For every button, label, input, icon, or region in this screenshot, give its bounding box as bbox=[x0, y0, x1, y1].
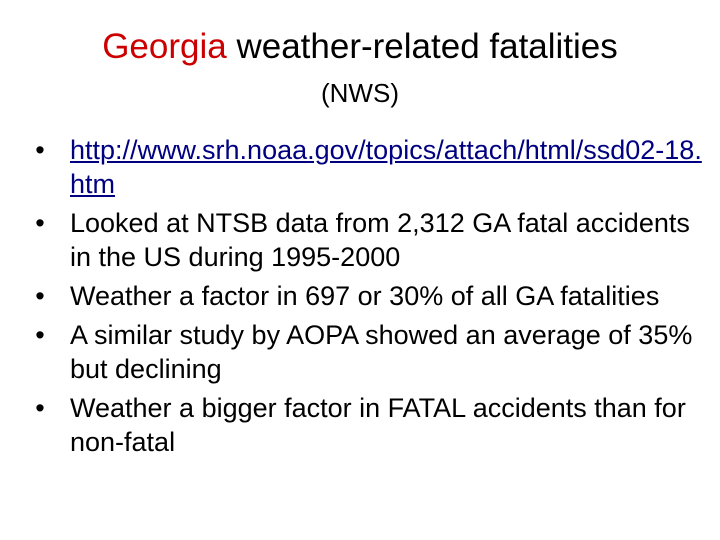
bullet-text: Weather a factor in 697 or 30% of all GA fatalities bbox=[70, 281, 660, 311]
source-link[interactable]: http://www.srh.noaa.gov/topics/attach/html/ssd02-18.htm bbox=[70, 135, 702, 199]
slide-title bbox=[0, 24, 720, 70]
bullet-list bbox=[30, 133, 710, 464]
bullet-icon: • bbox=[35, 393, 45, 423]
bullet-text: A similar study by AOPA showed an average of 35% but declining bbox=[70, 320, 693, 384]
bullet-item bbox=[30, 391, 710, 459]
bullet-item bbox=[30, 318, 710, 386]
bullet-icon: • bbox=[35, 208, 45, 238]
title-accent-text: Georgia bbox=[102, 27, 227, 66]
bullet-text: Looked at NTSB data from 2,312 GA fatal accidents in the US during 1995-2000 bbox=[70, 208, 690, 272]
bullet-item bbox=[30, 279, 710, 313]
bullet-item-link bbox=[30, 133, 710, 201]
bullet-icon: • bbox=[35, 281, 45, 311]
bullet-text: Weather a bigger factor in FATAL accidents than for non-fatal bbox=[70, 393, 686, 457]
bullet-icon: • bbox=[35, 320, 45, 350]
title-rest-text: weather-related fatalities bbox=[236, 27, 618, 66]
bullet-icon: • bbox=[35, 135, 45, 165]
bullet-item bbox=[30, 206, 710, 274]
slide-subtitle: (NWS) bbox=[321, 78, 399, 108]
